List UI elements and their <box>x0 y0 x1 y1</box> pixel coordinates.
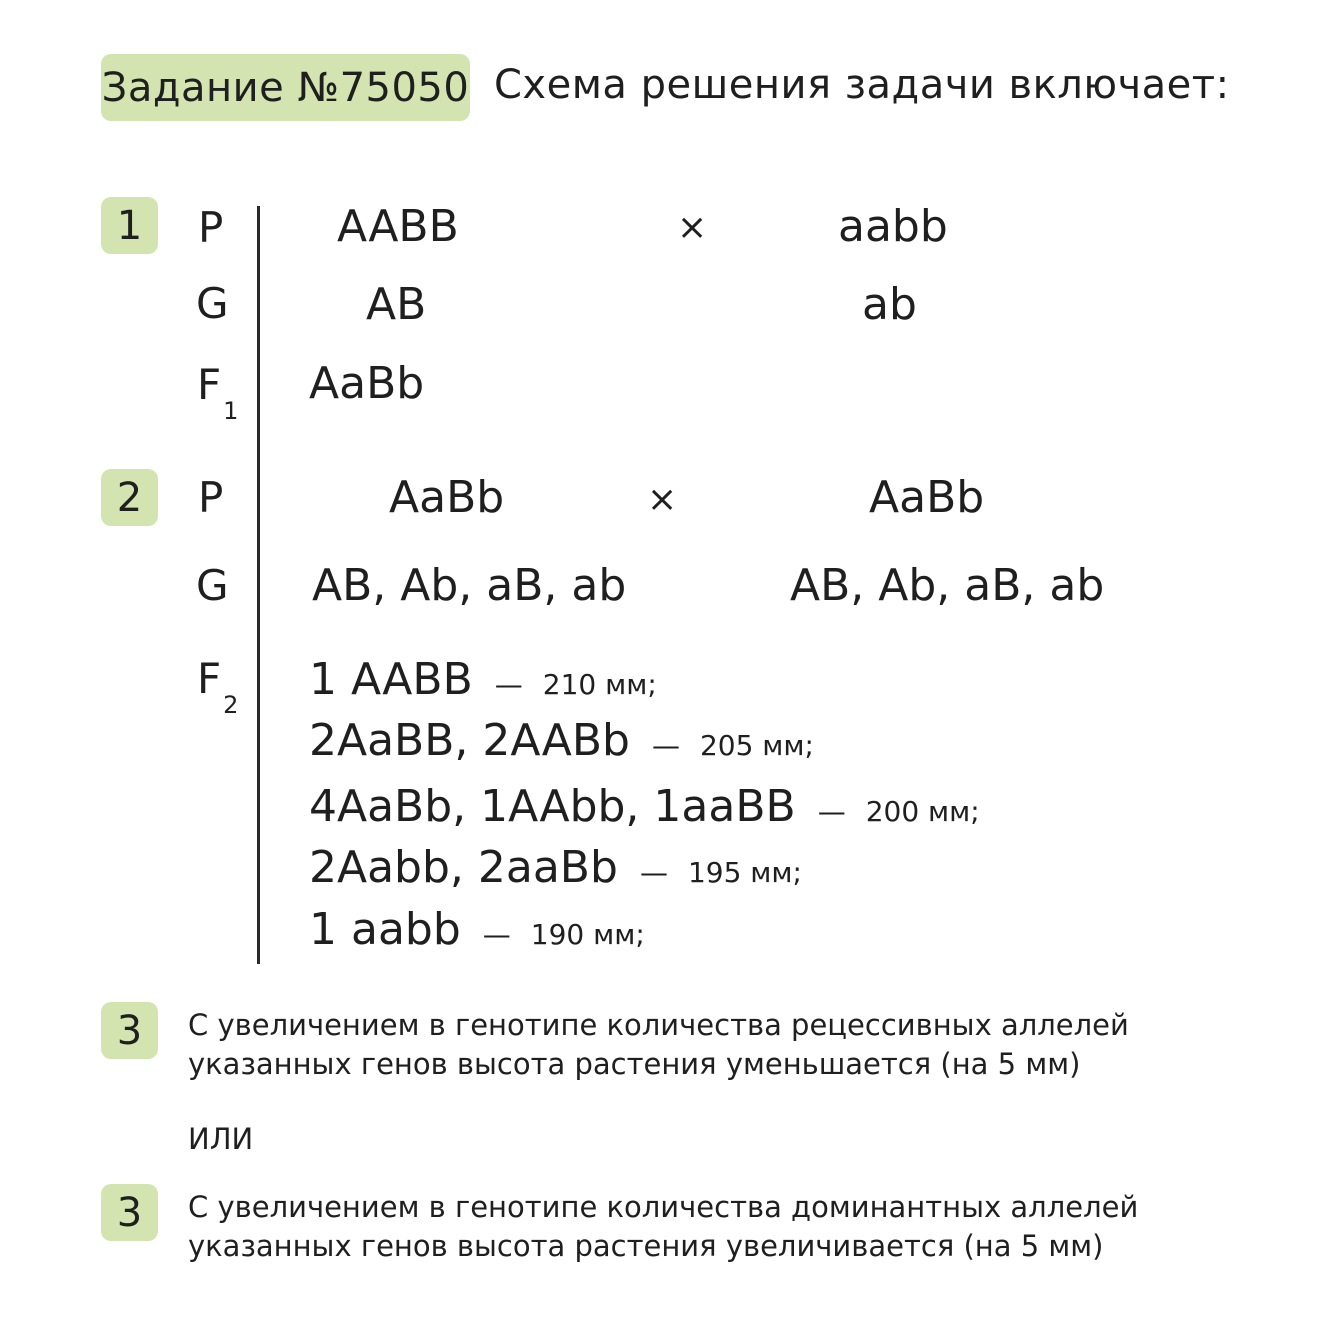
step-3a-line-1: С увеличением в генотипе количества рецессивных аллелей <box>188 1008 1129 1042</box>
f2-row <box>309 781 980 832</box>
f2-dash: — <box>494 668 523 701</box>
f2-row <box>309 904 645 955</box>
page-title: Схема решения задачи включает: <box>494 62 1230 108</box>
f2-row <box>309 654 657 705</box>
step-2-parent-left: AaBb <box>389 472 505 523</box>
step-2-offspring-label <box>197 654 239 719</box>
step-3a-line-2: указанных генов высота растения уменьшается (на 5 мм) <box>188 1047 1081 1081</box>
step-1-badge <box>101 197 158 254</box>
f2-genotypes: 4AaBb, 1AAbb, 1aaBB <box>309 781 796 832</box>
step-3b-explanation <box>188 1188 1188 1266</box>
step-1-offspring-label <box>197 360 239 425</box>
f2-dash: — <box>651 729 680 762</box>
step-2-gametes-right: AB, Ab, aB, ab <box>790 560 1105 611</box>
f2-dash: — <box>482 918 511 951</box>
step-2-f-subscript: 2 <box>223 691 239 719</box>
step-3b-number: 3 <box>116 1189 143 1236</box>
step-2-badge <box>101 469 158 526</box>
f2-height: 195 мм; <box>687 856 802 889</box>
step-3b-line-2: указанных генов высота растения увеличивается (на 5 мм) <box>188 1229 1104 1263</box>
step-1-f-subscript: 1 <box>223 397 239 425</box>
step-2-gametes-label: G <box>196 561 229 610</box>
step-3b-badge <box>101 1184 158 1241</box>
step-1-gametes-label: G <box>196 279 229 328</box>
f2-genotypes: 2Aabb, 2aaBb <box>309 842 618 893</box>
f2-height: 205 мм; <box>699 729 814 762</box>
step-1-gamete-left: AB <box>366 279 427 330</box>
f2-row <box>309 842 802 893</box>
task-number-label: Задание №75050 <box>101 64 470 111</box>
f2-genotypes: 1 aabb <box>309 904 461 955</box>
step-2-cross-sign: × <box>647 479 678 520</box>
step-2-number: 2 <box>116 474 143 521</box>
f2-height: 200 мм; <box>865 795 980 828</box>
step-1-gamete-right: ab <box>862 279 917 330</box>
step-3b-line-1: С увеличением в генотипе количества доминантных аллелей <box>188 1190 1139 1224</box>
step-1-parent-left: AABB <box>337 201 459 252</box>
f2-dash: — <box>639 856 668 889</box>
f2-height: 190 мм; <box>530 918 645 951</box>
step-2-parents-label: P <box>198 473 224 522</box>
or-separator: ИЛИ <box>188 1122 254 1156</box>
f2-genotypes: 2AaBB, 2AABb <box>309 715 630 766</box>
f2-genotypes: 1 AABB <box>309 654 473 705</box>
step-1-parents-label: P <box>198 203 224 252</box>
step-3a-explanation <box>188 1006 1188 1084</box>
f2-dash: — <box>817 795 846 828</box>
step-1-number: 1 <box>116 202 143 249</box>
f2-row <box>309 715 814 766</box>
task-number-badge <box>101 54 470 121</box>
step-2-f-letter: F <box>197 654 222 703</box>
step-1-offspring: AaBb <box>309 358 425 409</box>
f2-height: 210 мм; <box>542 668 657 701</box>
step-3a-badge <box>101 1002 158 1059</box>
step-3a-number: 3 <box>116 1007 143 1054</box>
step-2-parent-right: AaBb <box>869 472 985 523</box>
step-1-parent-right: aabb <box>838 201 948 252</box>
step-1-f-letter: F <box>197 360 222 409</box>
scheme-divider-line <box>257 206 260 964</box>
step-1-cross-sign: × <box>677 207 708 248</box>
step-2-gametes-left: AB, Ab, aB, ab <box>312 560 627 611</box>
